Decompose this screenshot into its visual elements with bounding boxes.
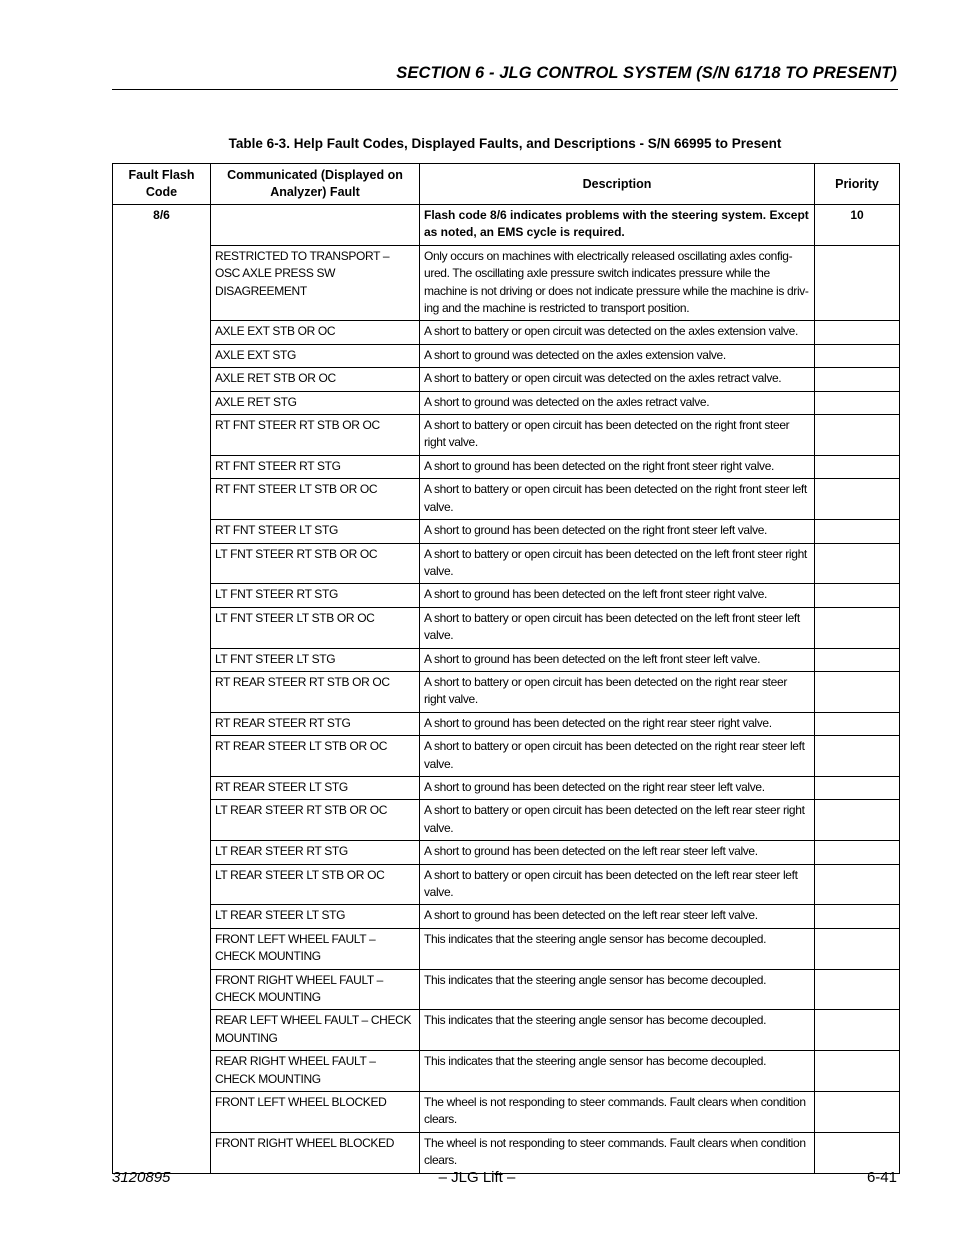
priority-empty-cell [815, 1092, 900, 1133]
fault-description-cell: A short to battery or open circuit has been detected on the left front steer left valve. [420, 607, 815, 648]
table-row [113, 864, 900, 905]
fault-cell-empty [211, 205, 420, 246]
fault-name-cell: RT REAR STEER LT STB OR OC [211, 736, 420, 777]
fault-name-cell: RESTRICTED TO TRANSPORT – OSC AXLE PRESS SW DISAGREEMENT [211, 245, 420, 321]
priority-empty-cell [815, 344, 900, 367]
fault-name-cell: AXLE RET STB OR OC [211, 368, 420, 391]
table-row [113, 648, 900, 671]
fault-description-cell: A short to battery or open circuit has been detected on the right front steer right valve. [420, 415, 815, 456]
fault-description-cell: The wheel is not responding to steer commands. Fault clears when condition clears. [420, 1132, 815, 1173]
table-row [113, 776, 900, 799]
table-row-group-intro [113, 205, 900, 246]
table-header-row [113, 164, 900, 205]
fault-name-cell: FRONT RIGHT WHEEL FAULT – CHECK MOUNTING [211, 969, 420, 1010]
fault-description-cell: A short to battery or open circuit has been detected on the right rear steer left valve. [420, 736, 815, 777]
fault-name-cell: RT REAR STEER LT STG [211, 776, 420, 799]
table-row [113, 344, 900, 367]
fault-description-cell: Only occurs on machines with electrically released oscillating axles config-ured. The oscillating axle pressure switch indicates pressure while the machine is not driving or does not indicate pressure while the machine is driv-ing and the machine is restricted to transport position. [420, 245, 815, 321]
fault-name-cell: LT FNT STEER RT STG [211, 584, 420, 607]
priority-empty-cell [815, 800, 900, 841]
fault-description-cell: A short to battery or open circuit has been detected on the right front steer left valve. [420, 479, 815, 520]
fault-name-cell: REAR LEFT WHEEL FAULT – CHECK MOUNTING [211, 1010, 420, 1051]
fault-description-cell: This indicates that the steering angle sensor has become decoupled. [420, 928, 815, 969]
table-row [113, 1010, 900, 1051]
fault-name-cell: RT FNT STEER LT STG [211, 520, 420, 543]
fault-name-cell: FRONT RIGHT WHEEL BLOCKED [211, 1132, 420, 1173]
fault-description-cell: A short to ground has been detected on the right front steer left valve. [420, 520, 815, 543]
fault-description-cell: A short to ground was detected on the axles extension valve. [420, 344, 815, 367]
priority-empty-cell [815, 712, 900, 735]
table-row [113, 969, 900, 1010]
fault-description-cell: This indicates that the steering angle sensor has become decoupled. [420, 1051, 815, 1092]
priority-empty-cell [815, 671, 900, 712]
table-caption: Table 6-3. Help Fault Codes, Displayed Faults, and Descriptions - S/N 66995 to Present [228, 136, 782, 151]
fault-name-cell: LT REAR STEER LT STG [211, 905, 420, 928]
fault-description-cell: A short to battery or open circuit has been detected on the left front steer right valve. [420, 543, 815, 584]
priority-cell: 10 [815, 205, 900, 246]
priority-empty-cell [815, 479, 900, 520]
flash-code-cell: 8/6 [113, 205, 211, 1174]
priority-empty-cell [815, 321, 900, 344]
priority-empty-cell [815, 776, 900, 799]
priority-empty-cell [815, 391, 900, 414]
table-row [113, 841, 900, 864]
table-row [113, 800, 900, 841]
fault-description-cell: A short to ground has been detected on the right front steer right valve. [420, 455, 815, 478]
table-row [113, 607, 900, 648]
fault-description-cell: This indicates that the steering angle sensor has become decoupled. [420, 1010, 815, 1051]
fault-name-cell: RT REAR STEER RT STB OR OC [211, 671, 420, 712]
table-row [113, 391, 900, 414]
priority-empty-cell [815, 905, 900, 928]
fault-name-cell: RT REAR STEER RT STG [211, 712, 420, 735]
section-title: SECTION 6 - JLG CONTROL SYSTEM (S/N 61718 TO PRESENT) [396, 64, 897, 82]
table-row [113, 543, 900, 584]
priority-empty-cell [815, 969, 900, 1010]
table-row [113, 584, 900, 607]
table-row [113, 321, 900, 344]
table-row [113, 415, 900, 456]
table-row [113, 928, 900, 969]
table-row [113, 1132, 900, 1173]
fault-description-cell: A short to ground has been detected on the right rear steer left valve. [420, 776, 815, 799]
fault-description-cell: A short to ground has been detected on the left rear steer left valve. [420, 841, 815, 864]
priority-empty-cell [815, 1051, 900, 1092]
fault-name-cell: RT FNT STEER LT STB OR OC [211, 479, 420, 520]
table-row [113, 905, 900, 928]
priority-empty-cell [815, 841, 900, 864]
table-row [113, 671, 900, 712]
table-body [113, 205, 900, 1174]
priority-empty-cell [815, 607, 900, 648]
priority-empty-cell [815, 1132, 900, 1173]
column-header-priority: Priority [815, 164, 900, 205]
fault-description-cell: A short to battery or open circuit was detected on the axles retract valve. [420, 368, 815, 391]
table-row [113, 520, 900, 543]
footer-doc-number: 3120895 [112, 1169, 171, 1186]
priority-empty-cell [815, 543, 900, 584]
priority-empty-cell [815, 520, 900, 543]
fault-description-cell: A short to battery or open circuit has been detected on the left rear steer left valve. [420, 864, 815, 905]
table-row [113, 1092, 900, 1133]
fault-name-cell: AXLE RET STG [211, 391, 420, 414]
priority-empty-cell [815, 864, 900, 905]
table-row [113, 245, 900, 321]
fault-name-cell: RT FNT STEER RT STG [211, 455, 420, 478]
fault-name-cell: AXLE EXT STB OR OC [211, 321, 420, 344]
priority-empty-cell [815, 415, 900, 456]
priority-empty-cell [815, 455, 900, 478]
fault-name-cell: FRONT LEFT WHEEL BLOCKED [211, 1092, 420, 1133]
priority-empty-cell [815, 1010, 900, 1051]
table-row [113, 455, 900, 478]
table-row [113, 712, 900, 735]
table-row [113, 1051, 900, 1092]
fault-description-cell: A short to ground has been detected on the right rear steer right valve. [420, 712, 815, 735]
table-row [113, 368, 900, 391]
group-intro-description: Flash code 8/6 indicates problems with the steering system. Except as noted, an EMS cycle is required. [420, 205, 815, 246]
fault-description-cell: A short to battery or open circuit has been detected on the right rear steer right valve. [420, 671, 815, 712]
priority-empty-cell [815, 584, 900, 607]
fault-description-cell: A short to ground was detected on the axles retract valve. [420, 391, 815, 414]
fault-description-cell: A short to battery or open circuit has been detected on the left rear steer right valve. [420, 800, 815, 841]
fault-name-cell: RT FNT STEER RT STB OR OC [211, 415, 420, 456]
fault-description-cell: A short to ground has been detected on the left front steer right valve. [420, 584, 815, 607]
fault-codes-table [112, 163, 900, 1174]
header-divider [112, 89, 898, 90]
fault-name-cell: REAR RIGHT WHEEL FAULT – CHECK MOUNTING [211, 1051, 420, 1092]
fault-name-cell: LT FNT STEER LT STG [211, 648, 420, 671]
priority-empty-cell [815, 648, 900, 671]
fault-name-cell: LT REAR STEER RT STG [211, 841, 420, 864]
table-row [113, 736, 900, 777]
fault-name-cell: AXLE EXT STG [211, 344, 420, 367]
fault-description-cell: A short to ground has been detected on the left rear steer left valve. [420, 905, 815, 928]
priority-empty-cell [815, 368, 900, 391]
column-header-fault: Communicated (Displayed on Analyzer) Fault [211, 164, 420, 205]
fault-description-cell: A short to ground has been detected on the left front steer left valve. [420, 648, 815, 671]
fault-name-cell: LT FNT STEER LT STB OR OC [211, 607, 420, 648]
footer-brand: – JLG Lift – [438, 1169, 516, 1186]
priority-empty-cell [815, 928, 900, 969]
fault-description-cell: The wheel is not responding to steer commands. Fault clears when condition clears. [420, 1092, 815, 1133]
fault-name-cell: LT FNT STEER RT STB OR OC [211, 543, 420, 584]
fault-name-cell: LT REAR STEER LT STB OR OC [211, 864, 420, 905]
priority-empty-cell [815, 736, 900, 777]
fault-name-cell: LT REAR STEER RT STB OR OC [211, 800, 420, 841]
table-row [113, 479, 900, 520]
fault-name-cell: FRONT LEFT WHEEL FAULT – CHECK MOUNTING [211, 928, 420, 969]
priority-empty-cell [815, 245, 900, 321]
footer-page-number: 6-41 [866, 1169, 897, 1186]
column-header-description: Description [420, 164, 815, 205]
fault-description-cell: A short to battery or open circuit was detected on the axles extension valve. [420, 321, 815, 344]
column-header-flash-code: Fault Flash Code [113, 164, 211, 205]
fault-description-cell: This indicates that the steering angle sensor has become decoupled. [420, 969, 815, 1010]
